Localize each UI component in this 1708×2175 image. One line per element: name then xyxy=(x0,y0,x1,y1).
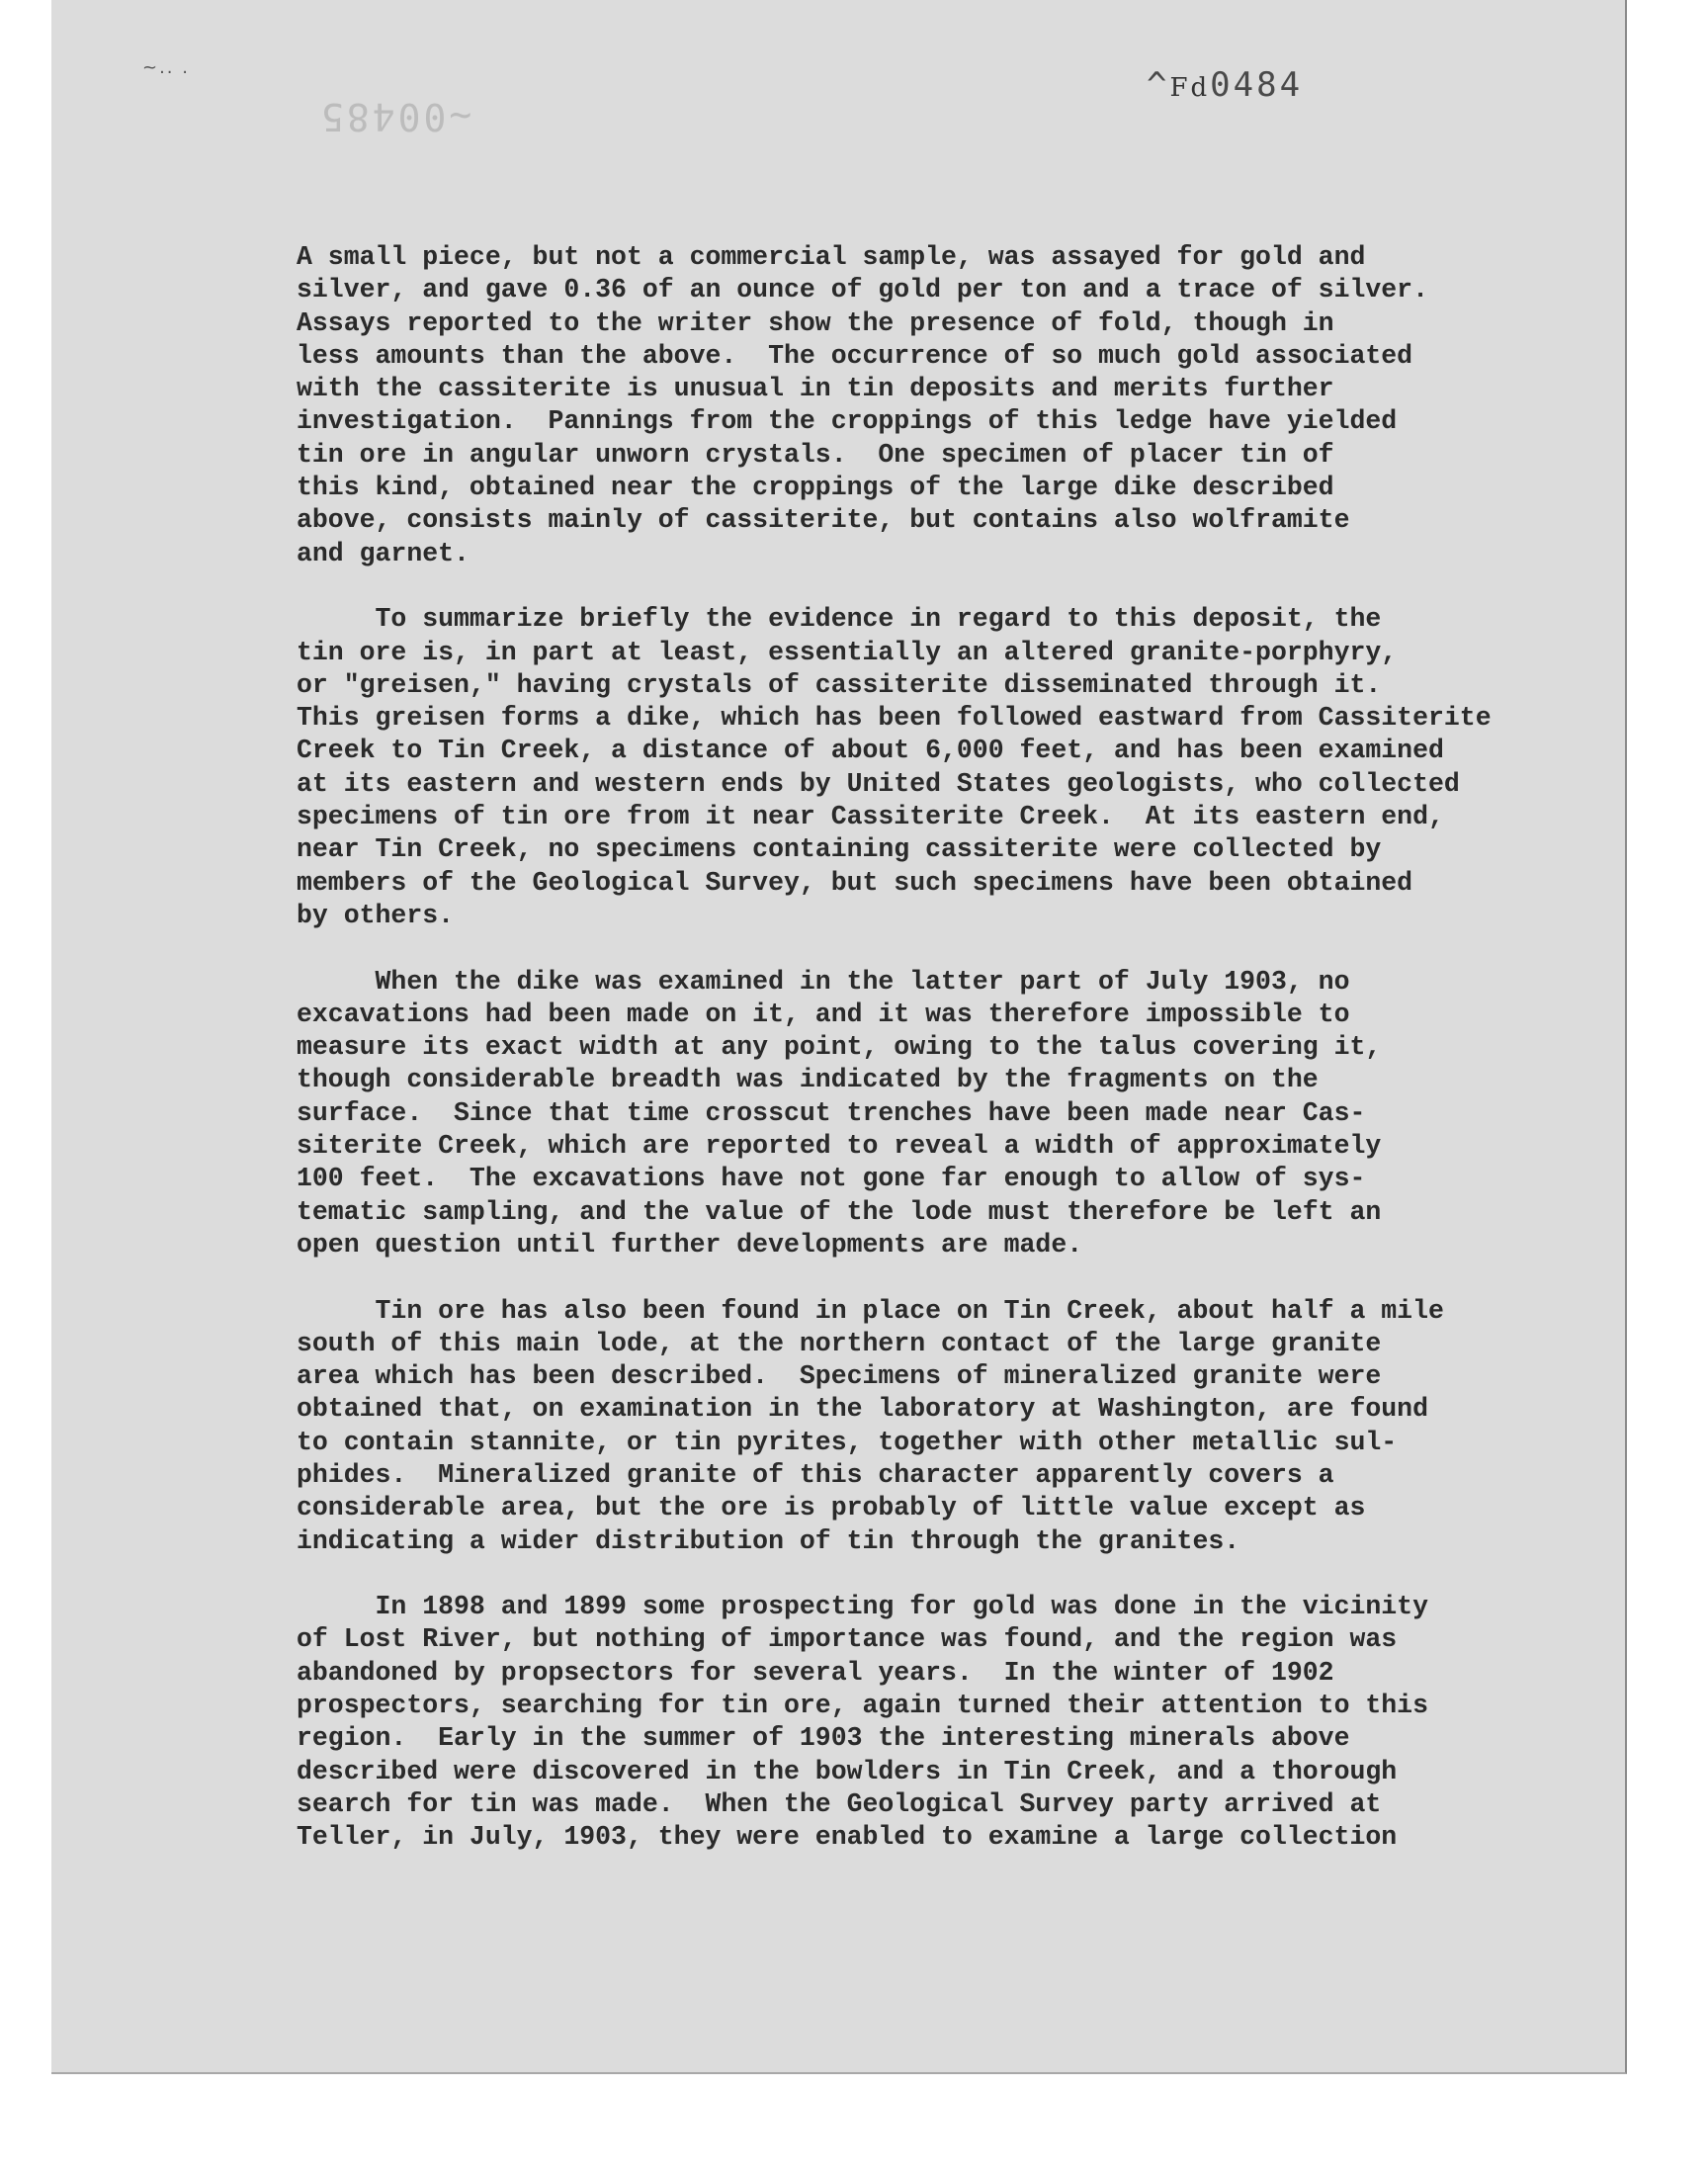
text-line: 100 feet. The excavations have not gone far enough to allow of sys- xyxy=(297,1164,1366,1194)
text-line: Assays reported to the writer show the presence of fold, though in xyxy=(297,307,1334,338)
text-line: by others. xyxy=(297,900,455,930)
text-line: near Tin Creek, no specimens containing cassiterite were collected by xyxy=(297,834,1382,865)
text-line: surface. Since that time crosscut trenches have been made near Cas- xyxy=(297,1097,1366,1128)
stamp-prefix: ^ xyxy=(1147,65,1170,105)
text-line: indicating a wider distribution of tin through the granites. xyxy=(297,1525,1240,1556)
text-line: excavations had been made on it, and it was therefore impossible to xyxy=(297,999,1350,1029)
text-line: phides. Mineralized granite of this character apparently covers a xyxy=(297,1459,1334,1490)
stamp-number: 0484 xyxy=(1210,65,1304,105)
text-line: open question until further developments are made. xyxy=(297,1229,1083,1260)
paragraph xyxy=(297,603,1581,932)
text-line: investigation. Pannings from the croppings of this ledge have yielded xyxy=(297,406,1398,437)
text-line: described were discovered in the bowlders in Tin Creek, and a thorough xyxy=(297,1756,1398,1786)
paragraph xyxy=(297,1591,1581,1854)
text-line: and garnet. xyxy=(297,538,470,568)
text-line: Creek to Tin Creek, a distance of about 6,000 feet, and has been examined xyxy=(297,736,1444,766)
corner-mark: ~.. . xyxy=(142,57,190,78)
text-line: obtained that, on examination in the laboratory at Washington, are found xyxy=(297,1394,1428,1425)
stamp-overmark: Fd xyxy=(1169,73,1211,103)
text-line: A small piece, but not a commercial sample, was assayed for gold and xyxy=(297,242,1366,272)
text-line: measure its exact width at any point, owing to the talus covering it, xyxy=(297,1032,1382,1063)
text-line: above, consists mainly of cassiterite, but contains also wolframite xyxy=(297,505,1350,536)
text-line: To summarize briefly the evidence in regard to this deposit, the xyxy=(297,604,1382,635)
stamp-bleed-through: ~00485 xyxy=(318,95,472,138)
text-line: When the dike was examined in the latter part of July 1903, no xyxy=(297,966,1350,997)
text-line: prospectors, searching for tin ore, again turned their attention to this xyxy=(297,1691,1428,1721)
text-line: This greisen forms a dike, which has been followed eastward from Cassiterite xyxy=(297,703,1492,734)
text-line: area which has been described. Specimens of mineralized granite were xyxy=(297,1361,1382,1392)
text-line: considerable area, but the ore is probably of little value except as xyxy=(297,1493,1366,1523)
text-line: members of the Geological Survey, but such specimens have been obtained xyxy=(297,867,1413,898)
text-line: with the cassiterite is unusual in tin deposits and merits further xyxy=(297,374,1334,404)
text-line: specimens of tin ore from it near Cassiterite Creek. At its eastern end, xyxy=(297,802,1444,832)
text-line: to contain stannite, or tin pyrites, together with other metallic sul- xyxy=(297,1427,1398,1457)
text-line: this kind, obtained near the croppings of the large dike described xyxy=(297,473,1334,503)
text-line: search for tin was made. When the Geological Survey party arrived at xyxy=(297,1788,1382,1819)
text-line: at its eastern and western ends by United States geologists, who collected xyxy=(297,768,1460,799)
text-line: Tin ore has also been found in place on Tin Creek, about half a mile xyxy=(297,1295,1444,1326)
page-number-stamp xyxy=(1147,65,1303,105)
text-line: tin ore in angular unworn crystals. One specimen of placer tin of xyxy=(297,439,1334,470)
text-line: region. Early in the summer of 1903 the interesting minerals above xyxy=(297,1723,1350,1754)
text-line: abandoned by propsectors for several years. In the winter of 1902 xyxy=(297,1657,1334,1688)
text-line: south of this main lode, at the northern contact of the large granite xyxy=(297,1328,1382,1358)
text-line: though considerable breadth was indicated by the fragments on the xyxy=(297,1065,1319,1095)
text-line: Teller, in July, 1903, they were enabled to examine a large collection xyxy=(297,1822,1398,1853)
text-line: In 1898 and 1899 some prospecting for gold was done in the vicinity xyxy=(297,1592,1428,1622)
paragraph xyxy=(297,1295,1581,1558)
text-line: siterite Creek, which are reported to reveal a width of approximately xyxy=(297,1131,1382,1162)
text-line: tematic sampling, and the value of the lode must therefore be left an xyxy=(297,1196,1382,1227)
paragraph xyxy=(297,241,1581,570)
paragraph xyxy=(297,966,1581,1262)
text-line: or "greisen," having crystals of cassiterite disseminated through it. xyxy=(297,669,1382,700)
text-line: tin ore is, in part at least, essentially an altered granite-porphyry, xyxy=(297,637,1398,667)
text-line: of Lost River, but nothing of importance was found, and the region was xyxy=(297,1624,1398,1655)
document-body xyxy=(297,241,1581,1887)
text-line: less amounts than the above. The occurrence of so much gold associated xyxy=(297,340,1413,371)
text-line: silver, and gave 0.36 of an ounce of gold per ton and a trace of silver. xyxy=(297,275,1428,305)
